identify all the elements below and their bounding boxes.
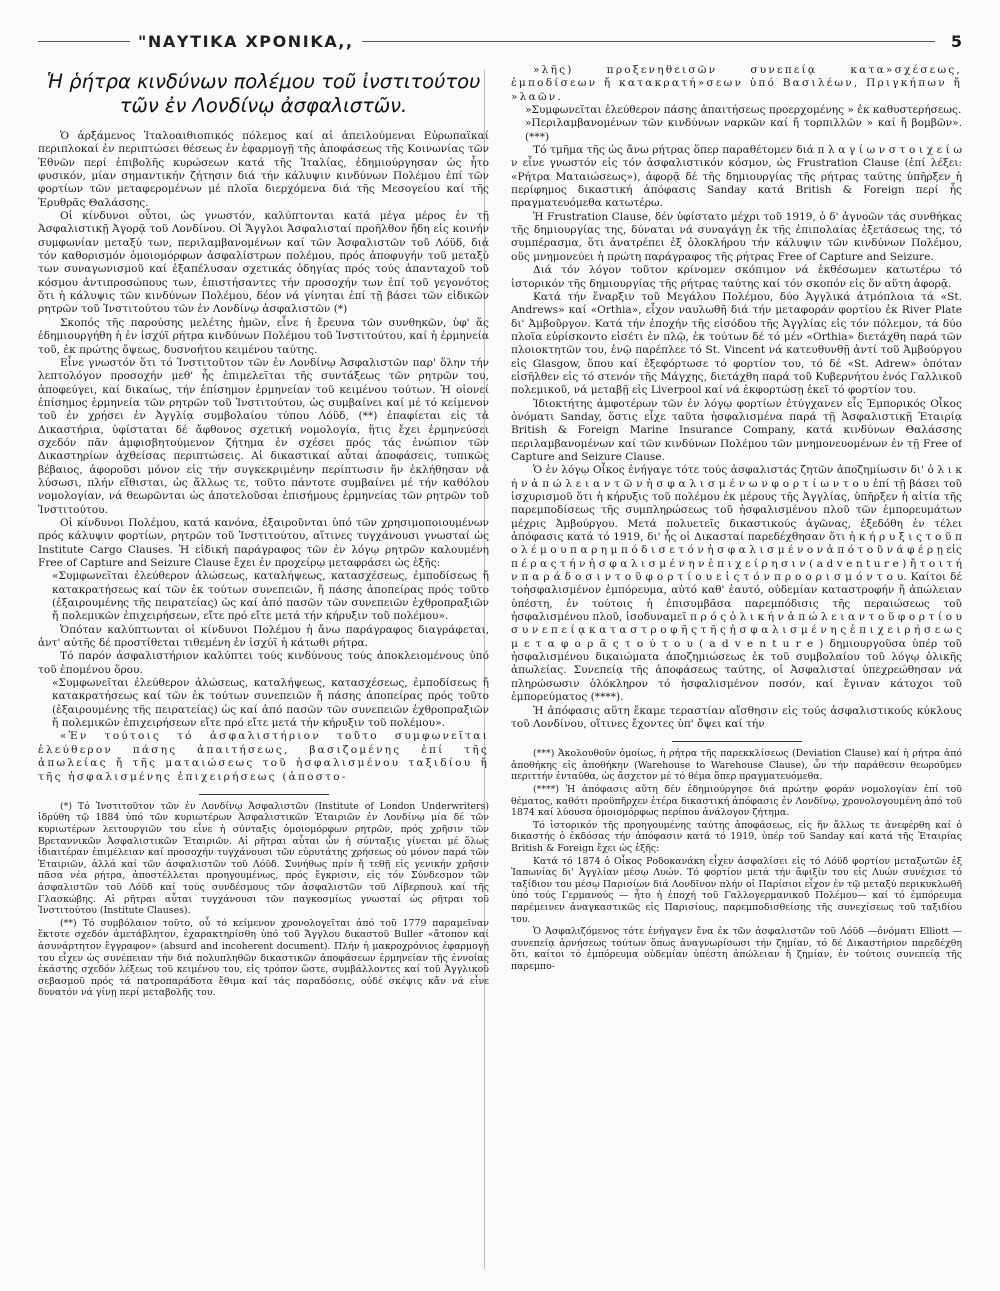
headline-line-2: τῶν ἐν Λονδίνῳ ἀσφαλιστῶν. (119, 94, 408, 117)
spaced-clause: »λῆς) προξενηθεισῶν συνεπείᾳ κατα»σχέσεως, ἐμποδίσεων ἤ κατακρατή»σεων ὑπό Βασιλέων, Πριγκήπων ἤ »λαῶν. (511, 64, 962, 103)
masthead-rule-right (362, 41, 935, 42)
footnote: (****) Ἡ ἀπόφασις αὕτη δέν ἐδημιούργησε διά πρώτην φοράν νομολογίαν ἐπί τοῦ θέματος, καθότι προϋπῆρχεν ἑτέρα δικαστική ἀπόφασις ἐν Λονδίνῳ, χρονολογουμένη ἀπό τοῦ 1874 καί λύουσα ὁμοιομόρφως περίπου ἀνάλογον ζήτημα. (511, 783, 962, 819)
paragraph: Εἶνε γνωστόν ὅτι τό Ἰνστιτοῦτον τῶν ἐν Λονδίνῳ Ἀσφαλιστῶν παρ' ὅλην τήν λεπτολόγον προσοχήν μεθ' ἧς ἐπιμελεῖται τῆς συντάξεως τῶν ρητρῶν του, ἀποφεύγει, καί δικαίως, τήν ἐπίσημον ἑρμηνείαν τοῦ κειμένου τούτων. Ἡ οἱονεί ἐπίσημος ἑρμηνεία τῶν ρητρῶν τοῦ Ἰνστιτούτου, ὡς συμβαίνει καί μέ τό κείμενον τοῦ ἐν χρήσει ἐν Ἀγγλίᾳ συμβολαίου τύπου Λόϋδ, (**) ἐπαφίεται εἰς τά Δικαστήρια, ὑφίσταται δέ ἄφθονος σχετική νομολογία, ἥτις ἔχει ἑρμηνεύσει σχεδόν πᾶν ἀμφισβητούμενον ζήτημα ἐν σχέσει πρός τάς ἐνώπιον τῶν Δικαστηρίων ἀχθείσας περιπτώσεις. Αἱ δικαστικαί αὗται ἀποφάσεις, τυπικῶς βέβαιος, ἀφοροῦσι μόνον εἰς τήν συγκεκριμένην περίπτωσιν ἥν ἐκλήθησαν νά λύσωσι, πλήν εἴθισται, ὡς ἄλλως τε, τοῦτο πάντοτε συμβαίνει μέ τήν καθόλου νομολογίαν, νά θεωρῶνται ὡς ἀποτελοῦσαι ἐπισήμους ἑρμηνείας τῶν ρητρῶν τοῦ Ἰνστιτούτου. (38, 356, 489, 516)
footnote: (***) Ἀκολουθοῦν ὁμοίως, ἡ ρήτρα τῆς παρεκκλίσεως (Deviation Clause) καί ἡ ρήτρα ἀπό ἀποθήκης εἰς ἀποθήκην (Warehouse to Warehouse Clause), ὧν τήν παράθεσιν θεωροῦμεν περιττήν ἐνταῦθα, ὡς ἄσχετον μέ τό θέμα ὅπερ πραγματευόμεθα. (511, 748, 962, 783)
spaced-clause: «Ἐν τούτοις τό ἀσφαλιστήριον τοῦτο συμφωνεῖται ἐλεύθερον πάσης ἀπαιτήσεως, βασιζομένης ἐπί τῆς ἀπωλείας ἤ τῆς ματαιώσεως τοῦ ἠσφαλισμένου ταξιδίου ἤ τῆς ἠσφαλισμένης ἐπιχειρήσεως (ἀποστο- (38, 730, 489, 783)
paragraph: Τό τμῆμα τῆς ὡς ἄνω ρήτρας ὅπερ παραθέτομεν διά π λ α γ ί ω ν σ τ ο ι χ ε ί ω ν εἶνε γνωστόν εἰς τόν ἀσφαλιστικόν κόσμον, ὡς Frustration Clause (ἐπί λέξει: «Ρήτρα Ματαιώσεως»), ἀφορᾷ δέ τῆς δημιουργίας τῆς ρήτρας ταύτης ὑπῆρξεν ἡ περίφημος δικαστική ἀπόφασις Sanday κατά British & Foreign περί ἧς πραγματευόμεθα κατωτέρω. (511, 144, 962, 210)
masthead (38, 20, 962, 62)
footnote: (*) Τό Ἰνστιτοῦτον τῶν ἐν Λονδίνῳ Ἀσφαλιστῶν (Institute of London Underwriters) ἱδρύθη τῷ 1884 ὑπό τῶν κυριωτέρων Ἀσφαλιστικῶν Ἑταιριῶν ἐν Λονδίνῳ μία δέ τῶν κυριωτέρων λειτουργιῶν του εἶνε ἡ σύνταξις ὁμοιομόρφων ρητρῶν, πρός χρῆσιν τῶν Βρεταννικῶν Ἀσφαλιστικῶν Ἑταιριῶν. Αἱ ρῆτραι αὗται ὧν ἡ σύνταξις γίνεται μέ ὅλως ἰδιαιτέραν ἐπιμέλειαν καί προσοχήν τυγχάνουσι τῶν εὐρυτάτης χρήσεως οὐ μόνον παρά τῶν Ἑταιριῶν, ἀλλά καί τῶν ἀσφαλιστῶν τοῦ Λόϋδ. Συνήθως πρίν ἤ τεθῇ εἰς γενικήν χρῆσιν πᾶσα νέα ρήτρα, ἀποστέλλεται προηγουμένως, πρός ἔγκρισιν, εἰς τόν Σύνδεσμον τῶν ἀσφαλιστῶν τοῦ Λόϋδ καί τούς συνδέσμους τῶν ἀσφαλιστῶν τοῦ Λίβερπουλ καί τῆς Γλασκώβης. Αἱ ρῆτραι αὗται τυγχάνουσι τῶν παγκοσμίως γνωσταί ὡς ρῆτραι τοῦ Ἰνστιτούτου (Institute Clauses). (38, 800, 489, 917)
publication-title: "ΝΑΥΤΙΚΑ ΧΡΟΝΙΚΑ,, (138, 31, 354, 51)
clause-quote: »Περιλαμβανομένων τῶν κινδύνων ναρκῶν καί ἤ τορπιλλῶν » καί ἤ βομβῶν». (***) (525, 117, 962, 143)
paragraph: Ἡ Frustration Clause, δέν ὑφίστατο μέχρι τοῦ 1919, ὁ δ' ἀγνοῶν τάς συνθήκας τῆς δημιουργίας της, δύναται νά συναγάγῃ ἐκ τῆς ἐπιπολαίας ἐξετάσεως της, τό συμπέρασμα, ὅτι ἀνατρέπει ἐξ ὁλοκλήρου τήν κάλυψιν τῶν κινδύνων Πολέμου, οὕς μνημονεύει ἡ πρώτη παράγραφος τῆς ρήτρας Free of Capture and Seizure. (511, 210, 962, 263)
left-column (38, 64, 489, 1273)
footnote-separator (672, 741, 802, 742)
paragraph: Κατά τήν ἔναρξιν τοῦ Μεγάλου Πολέμου, δύο Ἀγγλικά ἀτμόπλοια τά «St. Andrews» καί «Orthia», εἶχον ναυλωθῆ διά τήν μεταφοράν φορτίου ἐκ River Plate δι' Ἀμβοῦργον. Κατά τήν ἐποχήν τῆς εἰσόδου τῆς Ἀγγλίας εἰς τόν πόλεμον, τά δύο πλοῖα εὑρίσκοντο εἰσέτι ἐν πλῷ, ἐκ τούτων δέ τό μέν «Orthia» διετάχθη παρά τῶν πλοιοκτητῶν του, ἐνῷ παρέπλεε τό St. Vincent νά κατευθυνθῇ ἀντί τοῦ Ἀμβούργου εἰς Glasgow, ὅπου καί ἐξεφόρτωσε τό φορτίον του, τό δέ «St. Adrew» ὁπόταν εἰσῆλθεν εἰς τό στενόν τῆς Μάγχης, διετάχθη παρά τοῦ Κυβερνήτου ἑνός Γαλλικοῦ πολεμικοῦ, νά μεταβῇ εἰς Liverpool καί νά ἐκφορτώσῃ ἐκεῖ τό φορτίον του. (511, 290, 962, 397)
footnote: Ὁ Ἀσφαλιζόμενος τότε ἐνήγαγεν ἕνα ἐκ τῶν ἀσφαλιστῶν τοῦ Λόϋδ —ὀνόματι Elliott — συνεπείᾳ ἀρνήσεως τούτων ὅπως ἀναγνωρίσωσι τήν ζημίαν, τό δέ Δικαστήριον παρεδέχθη ὅτι, καίτοι τό ἐμπόρευμα οὐδεμίαν ὑπέστη ἀπώλειαν ἤ ζημίαν, ἐν τούτοις συνεπείᾳ τῆς παρεμπο- (511, 926, 962, 972)
masthead-rule-left (38, 41, 130, 42)
footnote: Τό ἱστορικόν τῆς προηγουμένης ταύτης ἀποφάσεως, εἰς ἥν ἄλλως τε ἀνεφέρθη καί ὁ δικαστής ὁ ἐκδόσας τήν ἀπόφασιν κατά τό 1919, ὑπέρ τοῦ Sanday καί κατά τῆς Ἑταιρίας British & Foreign ἔχει ὡς ἑξῆς: (511, 819, 962, 854)
paragraph: Ὁ ἐν λόγῳ Οἶκος ἐνήγαγε τότε τούς ἀσφαλιστάς ζητῶν ἀποζημίωσιν δι' ὁ λ ι κ ή ν ἀ π ώ λ ε ι α ν τ ῶ ν ἠ σ φ α λ ι σ μ έ ν ω ν φ ο ρ τ ί ω ν τ ο υ ἐπί τῇ βάσει τοῦ ἰσχυρισμοῦ ὅτι ἡ κήρυξις τοῦ πολέμου ἐκ μέρους τῆς Ἀγγλίας, ὑπῆρξεν ἡ αἰτία τῆς παρεμποδίσεως τῆς συμπληρώσεως τοῦ ἠσφαλισμένου πλοῦ τῶν ἐμπορευμάτων μέχρις Ἀμβούργου. Μετά πολυετεῖς δικαστικούς ἀγῶνας, ἐξεδόθη ἐν τέλει ἀπόφασις κατά τό 1919, δι' ἧς οἱ Δικασταί παρεδέχθησαν ὅτι ἡ κ ή ρ υ ξ ι ς τ ο ῦ π ο λ έ μ ο υ π α ρ η μ π ό δ ι σ ε τ ό ν ἠ σ φ α λ ι σ μ έ ν ο ν ἀ π ό τ ο ῦ ν ά φ έ ρ ῃ εἰς π έ ρ α ς τ ή ν ἠ σ φ α λ ι σ μ έ ν η ν ἐ π ι χ ε ί ρ η σ ι ν ( a d v e n t u r e ) ἤ τ ο ι τ ή ν π α ρ ά δ ο σ ι ν τ ο ῦ φ ο ρ τ ί ο υ ε ἰ ς τ ό ν π ρ ο ο ρ ι σ μ ό ν τ ο υ. Καίτοι δέ τοἠσφαλισμένον ἐμπόρευμα, αὐτό καθ' ἑαυτό, οὐδεμίαν καταστροφήν ἤ ἀπώλειαν ὑπέστη, ἐν τούτοις ἡ ἐπισυμβᾶσα παρεμπόδισις τῆς περαιώσεως τοῦ ἠσφαλισμένου πλοῦ, ἰσοδυναμεῖ π ρ ό ς ὁ λ ι κ ή ν ἀ π ώ λ ε ι α ν τ ο ῦ φ ο ρ τ ί ο υ σ υ ν ε π ε ί ᾳ κ α τ α σ τ ρ ο φ ῆ ς τ ῆ ς ἠ σ φ α λ ι σ μ έ ν η ς ἐ π ι χ ε ι ρ ή σ ε ω ς μ ε τ α φ ο ρ ᾶ ς τ ο ύ τ ο υ ( a d v e n t u r e ) δημιουργοῦσα ὑπέρ τοῦ ἠσφαλισμένου δικαιώματα ἀποζημιώσεως ἐκ τοῦ συμβολαίου τοῦ λόγῳ ὁλικῆς ἀπωλείας. Συνεπείᾳ τῆς ἀποφάσεως ταύτης, οἱ Ἀσφαλισταί ὑπεχρεώθησαν νά πληρώσωσιν ὁλόκληρον τό ἠσφαλισμένον ποσόν, καί ἔγιναν κάτοχοι τοῦ ἐμπορεύματος (****). (511, 464, 962, 704)
clause-quote: «Συμφωνεῖται ἐλεύθερον ἁλώσεως, καταλήψεως, κατασχέσεως, ἐμποδίσεως ἤ κατακρατήσεως καί τῶν ἐκ τούτων συνεπειῶν ἤ πάσης ἀποπείρας πρός τοῦτο (ἐξαιρουμένης τῆς πειρατείας) ὡς καί ἀπό πασῶν τῶν συνεπειῶν ἐχθροπραξιῶν ἤ πολεμικῶν ἐπιχειρήσεων εἴτε πρό εἴτε μετά τήν κήρυξιν τοῦ πολέμου». (52, 677, 489, 730)
right-column (511, 64, 962, 1273)
paragraph: Ὁπόταν καλύπτωνται οἱ κίνδυνοι Πολέμου ἡ ἄνω παράγραφος διαγράφεται, ἀντ' αὐτῆς δέ προστίθεται τιθεμένη ἐν ἰσχύϊ ἡ κάτωθι ρήτρα. (38, 623, 489, 650)
paragraph: Τό παρόν ἀσφαλιστήριον καλύπτει τούς κινδύνους τούς ἀποκλειομένους ὑπό τοῦ ἑπομένου ὅρου. (38, 650, 489, 676)
paragraph: Οἱ κίνδυνοι οὗτοι, ὡς γνωστόν, καλύπτονται κατά μέγα μέρος ἐν τῇ Ἀσφαλιστικῇ Ἀγορᾷ τοῦ Λονδίνου. Οἱ Ἄγγλοι Ἀσφαλισταί προῆλθον ἤδη εἰς κοινήν συμφωνίαν μεταξύ των, περιλαμβανομένων καί τῶν Ἀσφαλιστῶν τοῦ Λόϋδ, διά τόν καθορισμόν ὁμοιομόρφων ἀσφαλίστρων πολέμου, πρός ἀποφυγήν τοῦ μεταξύ των συναγωνισμοῦ καί ἐξαπέλυσαν σχετικάς ὁδηγίας πρός τούς ἁπανταχοῦ τοῦ κόσμου ἀντιπροσώπους των, ἐπιστήσαντες τήν προσοχήν των ἐπί τοῦ γεγονότος ὅτι ἡ κάλυψις τῶν κινδύνων Πολέμου, δέον νά γίνηται ἐπί τῇ βάσει τῶν εἰδικῶν ρητρῶν τοῦ Ἰνστιτούτου τῶν ἐν Λονδίνῳ ἀσφαλιστῶν (*) (38, 210, 489, 316)
article-headline (38, 70, 489, 118)
paragraph: Ὁ ἀρξάμενος Ἰταλοαιθιοπικός πόλεμος καί αἱ ἀπειλούμεναι Εὐρωπαϊκαί περιπλοκαί ἐν περιπτώσει θέσεως ἐν ἐφαρμογῇ τῆς ἀποφάσεως τῆς Κοινωνίας τῶν Ἐθνῶν περί ἐπιβολῆς κυρώσεων κατά τῆς Ἰταλίας, ἐδημιούργησαν ὡς ἦτο φυσικόν, μίαν σημαντικήν ζήτησιν διά τήν κάλυψιν κινδύνων Πολέμου ἐπί τῶν φορτίων τῶν μεταφερομένων μέ πλοῖα διερχόμενα διά τῆς Μεσογείου καί τῆς Ἐρυθρᾶς Θαλάσσης. (38, 130, 489, 209)
footnote-separator (199, 794, 329, 795)
clause-quote: »Συμφωνεῖται ἐλεύθερον πάσης ἀπαιτήσεως προερχομένης » ἐκ καθυστερήσεως. (525, 104, 962, 117)
page-number: 5 (950, 31, 962, 51)
footnote: Κατά τό 1874 ὁ Οἶκος Ροδοκανάκη εἶχεν ἀσφαλίσει εἰς τό Λόϋδ φορτίον μεταξωτῶν ἐξ Ἰαπωνίας δι' Ἀγγλίαν μέσῳ Λυών. Τό φορτίον μετά τήν ἄφιξίν του εἰς Λυών συνέχισε τό ταξίδιον του μέσῳ Παρισίων διά Λονδῖνον πλήν οἱ Παρίσιοι εἶχον ἐν τῷ μεταξύ περικυκλωθῆ ὑπό τούς Γερμανούς — ἦτο ἡ ἐποχή τοῦ Γαλλογερμανικοῦ Πολέμου— καί τό ἐμπόρευμα παρέμεινεν ἀναγκαστικῶς εἰς Παρισίους, παρεμποδισθείσης τῆς συνεχίσεως τοῦ ταξιδίου του. (511, 855, 962, 925)
article-columns (38, 64, 962, 1273)
headline-line-1: Ἡ ῥήτρα κινδύνων πολέμου τοῦ ἰνστιτούτου (46, 70, 481, 93)
paragraph: Διά τόν λόγον τοῦτον κρίνομεν σκόπιμον νά ἐκθέσωμεν κατωτέρω τό ἱστορικόν τῆς δημιουργίας τῆς ρήτρας ταύτης καί τόν σκοπόν εἰς ὅν αὕτη ἀφορᾷ. (511, 264, 962, 290)
paragraph: Ἰδιοκτήτης ἀμφοτέρων τῶν ἐν λόγῳ φορτίων ἐτύγχανεν εἷς Ἐμπορικός Οἶκος ὀνόματι Sanday, ὅστις εἶχε ταῦτα ἠσφαλισμένα παρά τῇ Ἀσφαλιστικῇ Ἑταιρίᾳ British & Foreign Marine Insurance Company, κατά κινδύνων Θαλάσσης περιλαμβανομένων καί τῶν κινδύνων Πολέμου τῶν μνημονευομένων ἐν τῇ Free of Capture and Seizure Clause. (511, 397, 962, 463)
paragraph: Σκοπός τῆς παρούσης μελέτης ἡμῶν, εἶνε ἡ ἔρευνα τῶν συνθηκῶν, ὑφ' ἅς ἐδημιουργήθη ἡ ἐν ἰσχύϊ ρήτρα κινδύνων Πολέμου τοῦ Ἰνστιτούτου, καί ἡ ἑρμηνεία τοῦ, ἐκ πρώτης ὄψεως, δυσνοήτου κειμένου ταύτης. (38, 316, 489, 356)
footnote: (**) Τό συμβόλαιον τοῦτο, οὗ τό κείμενον χρονολογεῖται ἀπό τοῦ 1779 παραμεῖναν ἔκτοτε σχεδόν ἀμετάβλητον, ἐχαρακτηρίσθη ὑπό τοῦ Ἄγγλου δικαστοῦ Buller «ἄτοπον καί ἀσυνάρτητον ἔγγραφον» (absurd and incoherent document). Πλήν ἡ μακροχρόνιος ἐφαρμογή του εἶχεν ὡς συνέπειαν τήν διά πολυπληθῶν δικαστικῶν ἀποφάσεων ἑρμηνείαν τῆς ἐννοίας ἑκάστης σχεδόν λέξεως τοῦ κειμένου του, εἰς τρόπον ὥστε, συμβάλλοντες καί τοῦ Ἀγγλικοῦ σεβασμοῦ πρός τά πατροπαράδοτα ἔθιμα καί τάς παραδόσεις, οὐδέ σκέψις κἄν νά εἶνε δυνατόν νά γίνῃ περί μεταβολῆς του. (38, 917, 489, 999)
paragraph: Οἱ κίνδυνοι Πολέμου, κατά κανόνα, ἐξαιροῦνται ὑπό τῶν χρησιμοποιουμένων πρός κάλυψιν φορτίων, ρητρῶν τοῦ Ἰνστιτούτου, αἵτινες τυγχάνουσι γνωσταί ὡς Institute Cargo Clauses. Ἡ εἰδική παράγραφος τῶν ἐν λόγῳ ρητρῶν καλουμένη Free of Capture and Seizure Clause ἔχει ἐν προχείρῳ μεταφράσει ὡς ἑξῆς: (38, 516, 489, 569)
paragraph: Ἡ ἀπόφασις αὕτη ἔκαμε τεραστίαν αἴσθησιν εἰς τούς ἀσφαλιστικούς κύκλους τοῦ Λονδίνου, οἵτινες ἔχοντες ὑπ' ὄψει καί τήν (511, 704, 962, 730)
clause-quote: «Συμφωνεῖται ἐλεύθερον ἁλώσεως, καταλήψεως, κατασχέσεως, ἐμποδίσεως ἤ κατακρατήσεως καί τῶν ἐκ τούτων συνεπειῶν, ἤ πάσης ἀποπείρας πρός τοῦτο (ἐξαιρουμένης τῆς πειρατείας) ὡς καί ἀπό πασῶν τῶν συνεπειῶν ἐχθροπραξιῶν ἤ πολεμικῶν ἐπιχειρήσεων, εἴτε πρό εἴτε μετά τήν κήρυξιν τοῦ πολέμου». (52, 570, 489, 623)
